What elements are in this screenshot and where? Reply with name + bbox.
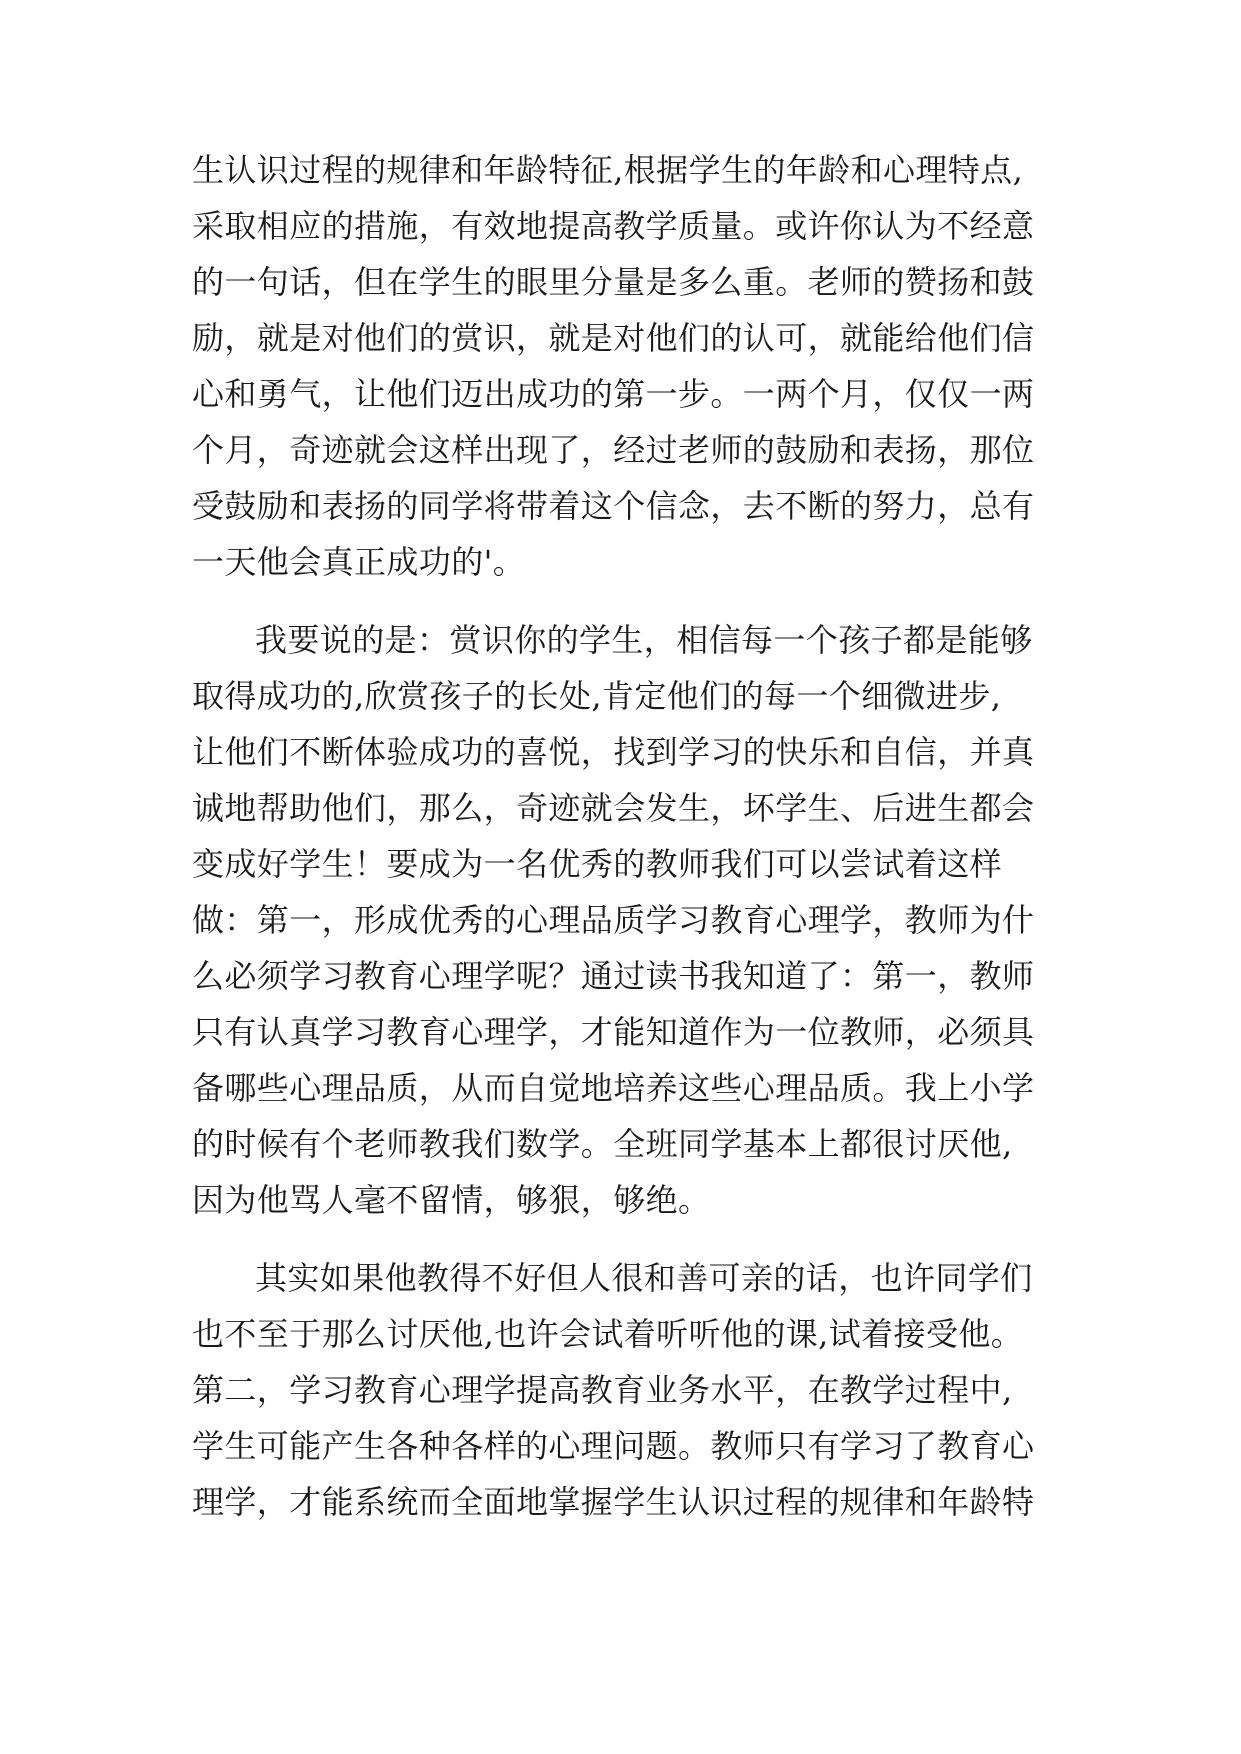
- text-line: 备哪些心理品质，从而自觉地培养这些心理品质。我上小学: [192, 1069, 1035, 1107]
- text-line: 生认识过程的规律和年龄特征,根据学生的年龄和心理特点,: [192, 151, 1024, 189]
- text-line: 也不至于那么讨厌他,也许会试着听听他的课,试着接受他。: [192, 1315, 1024, 1353]
- text-line: 的时候有个老师教我们数学。全班同学基本上都很讨厌他,: [192, 1125, 1013, 1163]
- text-line: 心和勇气，让他们迈出成功的第一步。一两个月，仅仅一两: [192, 375, 1035, 413]
- text-line: 取得成功的,欣赏孩子的长处,肯定他们的每一个细微进步,: [192, 677, 1002, 715]
- text-line: 的一句话，但在学生的眼里分量是多么重。老师的赞扬和鼓: [192, 263, 1035, 301]
- text-line: 理学，才能系统而全面地掌握学生认识过程的规律和年龄特: [192, 1483, 1035, 1521]
- text-line: 受鼓励和表扬的同学将带着这个信念，去不断的努力，总有: [192, 487, 1035, 525]
- text-line: 一天他会真正成功的'。: [192, 543, 526, 581]
- text-line: 个月，奇迹就会这样出现了，经过老师的鼓励和表扬，那位: [192, 431, 1035, 469]
- text-line: 诚地帮助他们，那么，奇迹就会发生，坏学生、后进生都会: [192, 789, 1035, 827]
- paragraph-first-line: 其实如果他教得不好但人很和善可亲的话，也许同学们: [255, 1259, 1033, 1297]
- text-line: 采取相应的措施，有效地提高教学质量。或许你认为不经意: [192, 207, 1035, 245]
- paragraph-first-line: 我要说的是：赏识你的学生，相信每一个孩子都是能够: [255, 621, 1033, 659]
- text-line: 因为他骂人毫不留情，够狠，够绝。: [192, 1181, 711, 1219]
- text-line: 励，就是对他们的赏识，就是对他们的认可，就能给他们信: [192, 319, 1035, 357]
- text-line: 只有认真学习教育心理学，才能知道作为一位教师，必须具: [192, 1013, 1035, 1051]
- text-line: 做：第一，形成优秀的心理品质学习教育心理学，教师为什: [192, 901, 1035, 939]
- text-line: 变成好学生！要成为一名优秀的教师我们可以尝试着这样: [192, 845, 1003, 883]
- text-line: 么必须学习教育心理学呢？通过读书我知道了：第一，教师: [192, 957, 1035, 995]
- text-line: 让他们不断体验成功的喜悦，找到学习的快乐和自信，并真: [192, 733, 1035, 771]
- text-line: 学生可能产生各种各样的心理问题。教师只有学习了教育心: [192, 1427, 1035, 1465]
- text-line: 第二，学习教育心理学提高教育业务水平，在教学过程中,: [192, 1371, 1013, 1409]
